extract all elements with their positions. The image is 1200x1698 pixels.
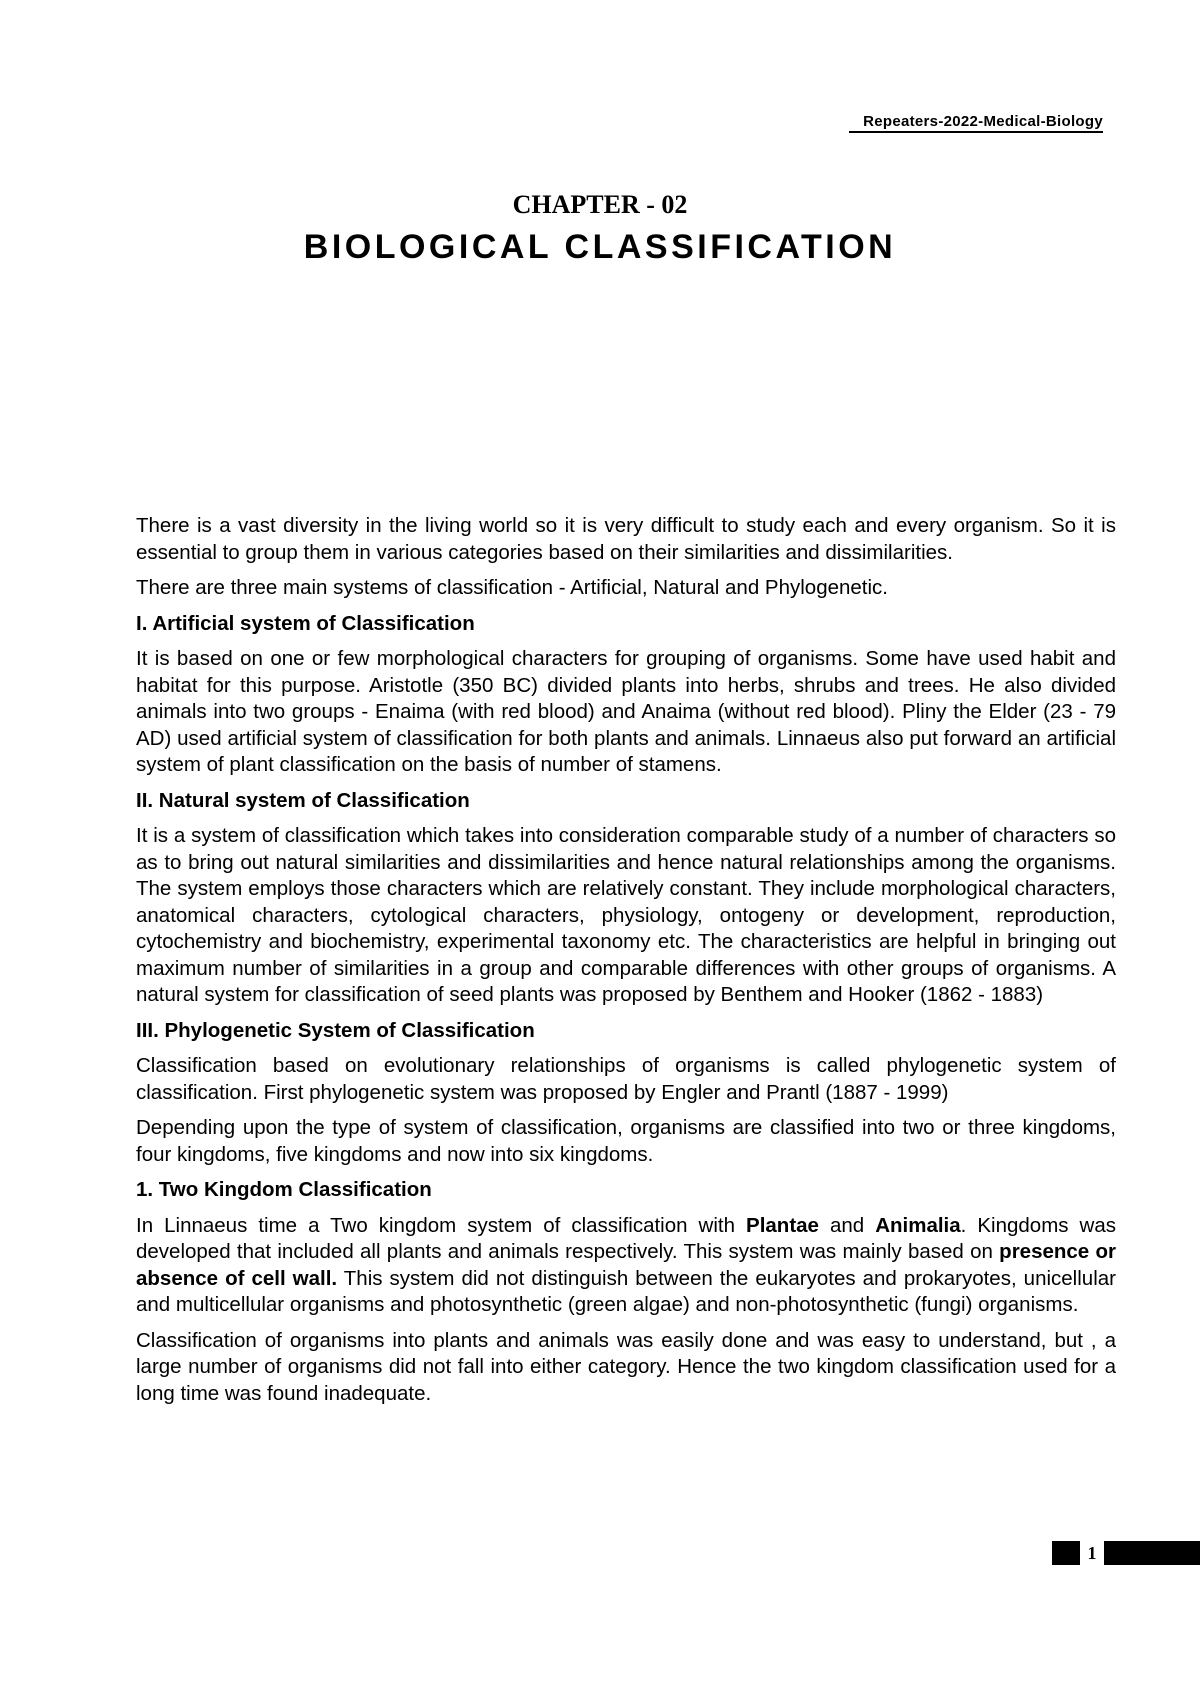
two-kingdom-paragraph <box>136 1213 1116 1319</box>
two-kingdom-text-4: This system did not distinguish between the eukaryotes and prokaryotes, unicellular and multicellular organisms and photosynthetic (green algae) and non-photosynthetic (fungi) organisms. <box>136 1266 1116 1316</box>
kingdoms-paragraph: Depending upon the type of system of classification, organisms are classified into two or three kingdoms, four kingdoms, five kingdoms and now into six kingdoms. <box>136 1116 1116 1166</box>
chapter-title: BIOLOGICAL CLASSIFICATION <box>303 228 897 266</box>
phylogenetic-system-paragraph: Classification based on evolutionary relationships of organisms is called phylogenetic system of classification. First phylogenetic system was proposed by Engler and Prantl (1887 - 1999) <box>136 1054 1116 1104</box>
page-number-bar <box>1052 1541 1200 1565</box>
animalia-term: Animalia <box>875 1213 961 1237</box>
document-body <box>136 513 1116 1416</box>
two-kingdom-text-1: In Linnaeus time a Two kingdom system of classification with <box>136 1213 747 1237</box>
page-number: 1 <box>1080 1541 1104 1565</box>
two-kingdom-heading: 1. Two Kingdom Classification <box>136 1178 432 1201</box>
natural-system-heading: II. Natural system of Classification <box>136 788 470 812</box>
chapter-number: CHAPTER - 02 <box>512 190 688 219</box>
two-kingdom-text-3: . Kingdoms was developed that included all plants and animals respectively. This system was mainly based on <box>136 1213 1117 1263</box>
phylogenetic-system-heading: III. Phylogenetic System of Classification <box>136 1018 535 1042</box>
plantae-term: Plantae <box>746 1213 819 1237</box>
natural-system-paragraph: It is a system of classification which takes into consideration comparable study of a number of characters so as to bring out natural similarities and dissimilarities and hence natural relationships among the organisms. The system employs those characters which are relatively constant. They include morphological characters, anatomical characters, cytological characters, physiology, ontogeny or development, reproduction, cytochemistry and biochemistry, experimental taxonomy etc. The characteristics are helpful in bringing out maximum number of similarities in a group and comparable differences with other groups of organisms. A natural system for classification of seed plants was proposed by Benthem and Hooker (1862 - 1883) <box>136 824 1116 1006</box>
systems-overview-paragraph: There are three main systems of classification - Artificial, Natural and Phylogenetic. <box>136 576 888 599</box>
two-kingdom-text-2: and <box>818 1213 876 1237</box>
artificial-system-heading: I. Artificial system of Classification <box>136 611 475 635</box>
running-header: Repeaters-2022-Medical-Biology <box>849 113 1103 133</box>
two-kingdom-inadequacy-paragraph: Classification of organisms into plants and animals was easily done and was easy to understand, but , a large number of organisms did not fall into either category. Hence the two kingdom classification used for a long time was found inadequate. <box>136 1328 1116 1405</box>
artificial-system-paragraph: It is based on one or few morphological characters for grouping of organisms. Some have used habit and habitat for this purpose. Aristotle (350 BC) divided plants into herbs, shrubs and trees. He also divided animals into two groups - Enaima (with red blood) and Anaima (without red blood). Pliny the Elder (23 - 79 AD) used artificial system of classification for both plants and animals. Linnaeus also put forward an artificial system of plant classification on the basis of number of stamens. <box>136 647 1116 776</box>
cell-wall-term: presence or absence of cell wall. <box>136 1240 1116 1290</box>
intro-paragraph: There is a vast diversity in the living world so it is very difficult to study each and every organism. So it is essential to group them in various categories based on their similarities and dissimilarities. <box>136 514 1116 564</box>
